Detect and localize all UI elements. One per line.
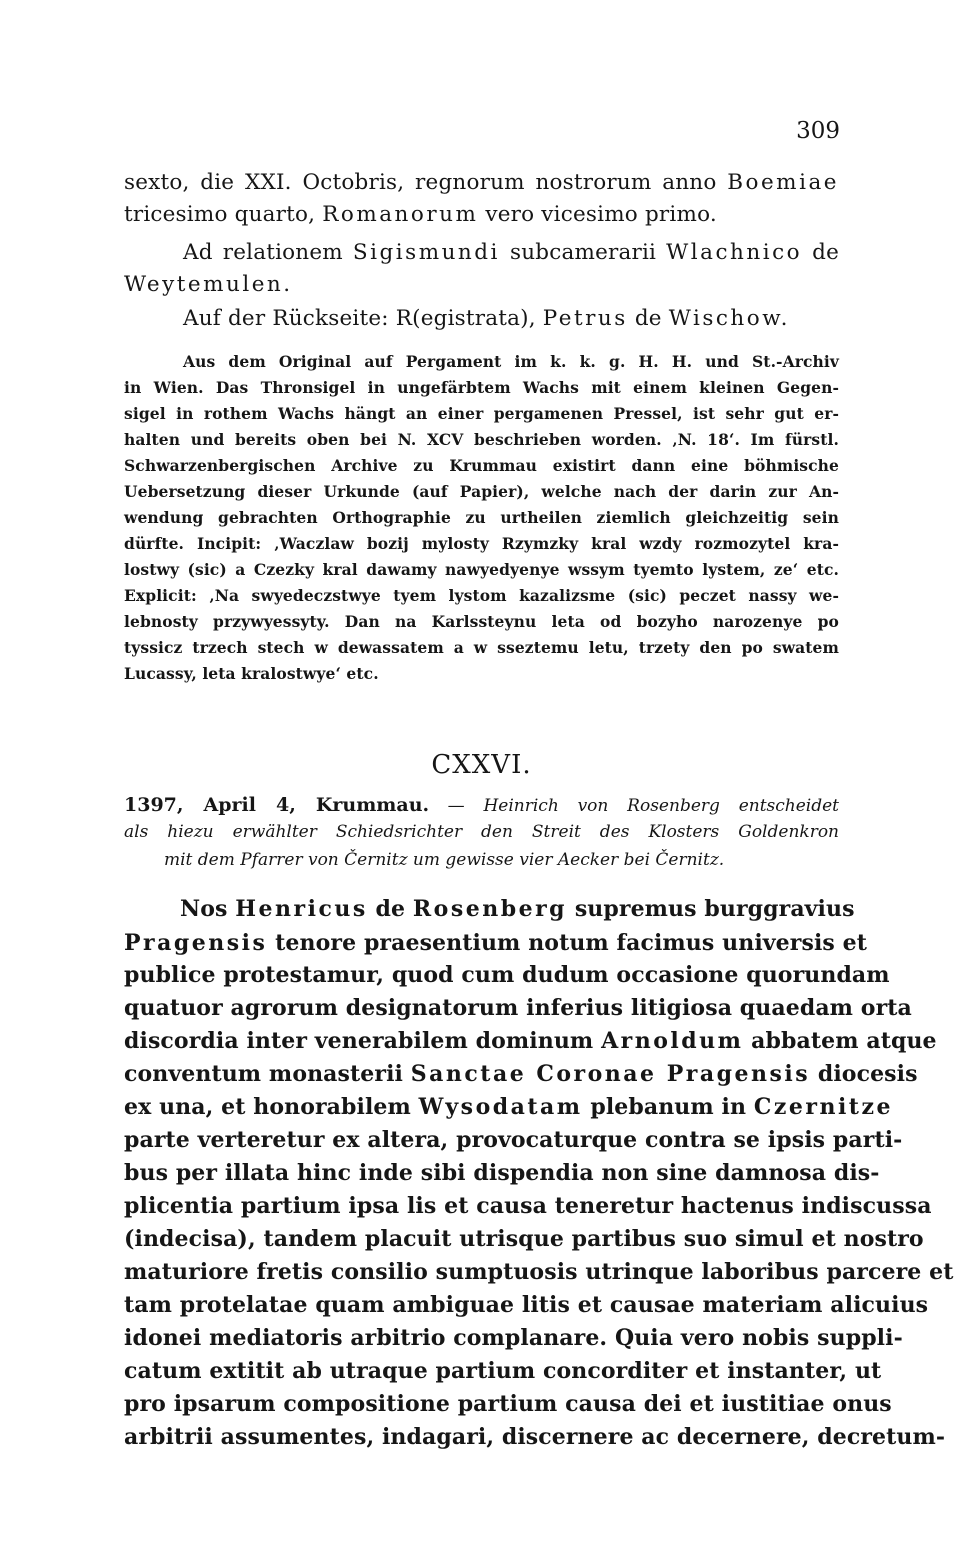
body-line: Pragensis tenore praesentium notum facimus universis et — [124, 930, 868, 956]
body-line: discordia inter venerabilem dominum Arnoldum abbatem atque — [124, 1028, 937, 1054]
body-line: catum extitit ab utraque partium concorditer et instanter, ut — [124, 1358, 882, 1384]
body-line: tam protelatae quam ambiguae litis et causae materiam alicuius — [124, 1292, 929, 1318]
text-line: tricesimo quarto, Romanorum vero vicesimo primo. — [124, 202, 717, 227]
document-date-place: 1397, April 4, Krummau. — [124, 794, 430, 816]
body-line: pro ipsarum compositione partium causa dei et iustitiae onus — [124, 1391, 892, 1417]
body-line: (indecisa), tandem placuit utrisque partibus suo simul et nostro — [124, 1226, 924, 1252]
body-line: conventum monasterii Sanctae Coronae Pragensis diocesis — [124, 1061, 918, 1087]
source-note-line: Aus dem Original auf Pergament im k. k. g. H. H. und St.-Archiv — [183, 352, 839, 371]
source-note-line: dürfte. Incipit: ‚Waczlaw bozij mylosty Rzymzky kral wzdy rozmozytel kra- — [124, 534, 839, 553]
text-line: Weytemulen. — [124, 272, 293, 297]
body-line: maturiore fretis consilio sumptuosis utrinque laboribus parcere et — [124, 1259, 954, 1285]
source-note-line: sigel in rothem Wachs hängt an einer pergamenen Pressel, ist sehr gut er- — [124, 404, 839, 423]
source-note-line: Lucassy, leta kralostwye‘ etc. — [124, 664, 379, 683]
source-note-line: lostwy (sic) a Czezky kral dawamy nawyedyenye wssym tyemto lystem, ze‘ etc. — [124, 560, 839, 579]
text-line: sexto, die XXI. Octobris, regnorum nostrorum anno Boemiae — [124, 170, 839, 195]
source-note-line: Explicit: ‚Na swyedeczstwye tyem lystom kazalizsme (sic) peczet nassy we- — [124, 586, 839, 605]
source-note-line: wendung gebrachten Orthographie zu urtheilen ziemlich gleichzeitig sein — [124, 508, 839, 527]
document-number: CXXVI. — [431, 750, 532, 780]
body-line: bus per illata hinc inde sibi dispendia non sine damnosa dis- — [124, 1160, 880, 1186]
body-line: idonei mediatoris arbitrio complanare. Quia vero nobis suppli- — [124, 1325, 903, 1351]
regest-line: mit dem Pfarrer von Černitz um gewisse vier Aecker bei Černitz. — [164, 850, 725, 870]
page-number: 309 — [796, 118, 840, 144]
source-note-line: Schwarzenbergischen Archive zu Krummau existirt dann eine böhmische — [124, 456, 839, 475]
body-line: publice protestamur, quod cum dudum occasione quorundam — [124, 962, 890, 988]
regest-line: als hiezu erwählter Schiedsrichter den Streit des Klosters Goldenkron — [124, 822, 839, 842]
regest-line: 1397, April 4, Krummau. — Heinrich von Rosenberg entscheidet — [124, 794, 840, 816]
body-line: ex una, et honorabilem Wysodatam plebanum in Czernitze — [124, 1094, 893, 1120]
source-note-line: halten und bereits oben bei N. XCV beschrieben worden. ‚N. 18‘. Im fürstl. — [124, 430, 839, 449]
source-note-line: Uebersetzung dieser Urkunde (auf Papier), welche nach der darin zur An- — [124, 482, 839, 501]
body-line: parte verteretur ex altera, provocaturque contra se ipsis parti- — [124, 1127, 903, 1153]
body-line: arbitrii assumentes, indagari, discernere ac decernere, decretum- — [124, 1424, 946, 1450]
text-line: Ad relationem Sigismundi subcamerarii Wlachnico de — [183, 240, 840, 265]
source-note-line: in Wien. Das Thronsigel in ungefärbtem Wachs mit einem kleinen Gegen- — [124, 378, 839, 397]
source-note-line: lebnosty przywyessyty. Dan na Karlssteynu leta od bozyho narozenye po — [124, 612, 839, 631]
body-line: plicentia partium ipsa lis et causa teneretur hactenus indiscussa — [124, 1193, 932, 1219]
source-note-line: tyssicz trzech stech w dewassatem a w sseztemu letu, trzety den po swatem — [124, 638, 839, 657]
body-line: Nos Henricus de Rosenberg supremus burggravius — [180, 896, 855, 922]
text-line: Auf der Rückseite: R(egistrata), Petrus de Wischow. — [183, 306, 790, 331]
body-line: quatuor agrorum designatorum inferius litigiosa quaedam orta — [124, 995, 912, 1021]
